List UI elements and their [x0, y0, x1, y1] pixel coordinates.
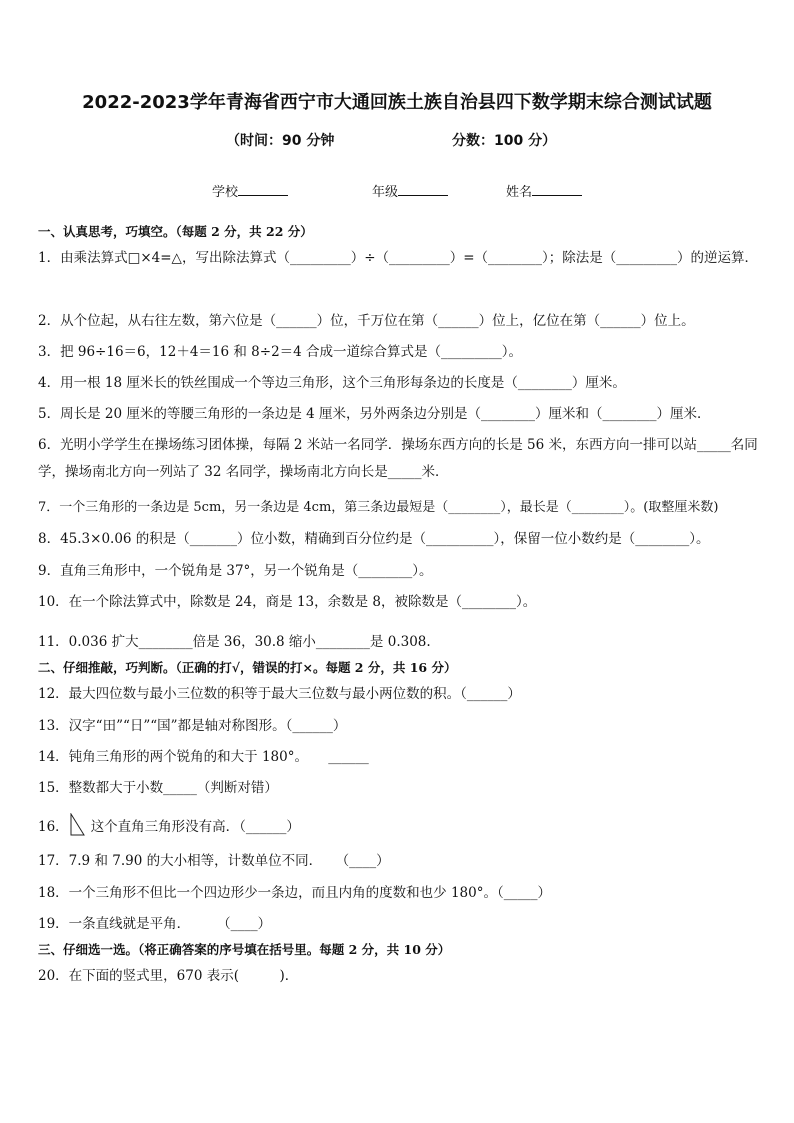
question-20: 20．在下面的竖式里，670 表示( )．	[38, 968, 299, 984]
exam-time: （时间：90 分钟	[226, 133, 335, 149]
question-6: 6．光明小学学生在操场练习团体操，每隔 2 米站一名同学．操场东西方向的长是 56 米，东西方向一排可以站_____名同学，操场南北方向一列站了 32 名同学，操场南北方向长是_____米．	[38, 437, 758, 480]
school-blank[interactable]	[238, 183, 288, 196]
grade-label: 年级	[372, 185, 399, 200]
question-8: 8．45.3×0.06 的积是（_______）位小数，精确到百分位约是（__________），保留一位小数约是（________）。	[38, 531, 710, 547]
right-triangle-icon	[69, 813, 85, 842]
school-field	[212, 181, 288, 200]
question-1: 1．由乘法算式□×4=△，写出除法算式（_________）÷（_________）=（________）；除法是（_________）的逆运算．	[38, 250, 759, 266]
question-4: 4．用一根 18 厘米长的铁丝围成一个等边三角形，这个三角形每条边的长度是（________）厘米。	[38, 375, 626, 391]
question-18: 18．一个三角形不但比一个四边形少一条边，而且内角的度数和也少 180°。（_____）	[38, 885, 551, 901]
section-2-heading: 二、仔细推敲，巧判断。（正确的打√，错误的打×。每题 2 分，共 16 分）	[38, 660, 457, 675]
question-11: 11．0.036 扩大________倍是 36，30.8 缩小________是 0.308.	[38, 634, 431, 650]
question-2: 2．从个位起，从右往左数，第六位是（______）位，千万位在第（______）位上，亿位在第（______）位上。	[38, 313, 695, 329]
question-9: 9．直角三角形中，一个锐角是 37°，另一个锐角是（________）。	[38, 563, 433, 579]
name-label: 姓名	[506, 185, 533, 200]
page-title: 2022-2023学年青海省西宁市大通回族土族自治县四下数学期末综合测试试题	[82, 92, 712, 113]
question-19: 19．一条直线就是平角． （____）	[38, 916, 272, 932]
question-10: 10．在一个除法算式中，除数是 24，商是 13，余数是 8，被除数是（________）。	[38, 594, 537, 610]
school-label: 学校	[212, 185, 239, 200]
question-17: 17．7.9 和 7.90 的大小相等，计数单位不同． （____）	[38, 853, 390, 869]
grade-field	[372, 181, 448, 200]
name-blank[interactable]	[532, 183, 582, 196]
exam-score: 分数：100 分）	[452, 133, 557, 149]
question-15: 15．整数都大于小数_____（判断对错）	[38, 780, 278, 796]
question-3: 3．把 96÷16＝6，12＋4＝16 和 8÷2＝4 合成一道综合算式是（_________）。	[38, 344, 523, 360]
question-7: 7．一个三角形的一条边是 5cm，另一条边是 4cm，第三条边最短是（________），最长是（________）。(取整厘米数)	[38, 500, 719, 515]
question-16	[38, 813, 768, 842]
question-16-text: 这个直角三角形没有高．（______）	[90, 819, 300, 835]
question-13: 13．汉字“田”“日”“国”都是轴对称图形。（______）	[38, 718, 347, 734]
grade-blank[interactable]	[398, 183, 448, 196]
question-12: 12．最大四位数与最小三位数的积等于最大三位数与最小两位数的积。（______）	[38, 686, 521, 702]
question-5: 5．周长是 20 厘米的等腰三角形的一条边是 4 厘米，另外两条边分别是（________）厘米和（________）厘米．	[38, 406, 711, 422]
question-14: 14．钝角三角形的两个锐角的和大于 180°。 ______	[38, 749, 369, 765]
section-1-heading: 一、认真思考，巧填空。（每题 2 分，共 22 分）	[38, 224, 313, 239]
question-16-number: 16．	[38, 819, 69, 835]
name-field	[506, 181, 582, 200]
section-3-heading: 三、仔细选一选。（将正确答案的序号填在括号里。每题 2 分，共 10 分）	[38, 942, 451, 957]
